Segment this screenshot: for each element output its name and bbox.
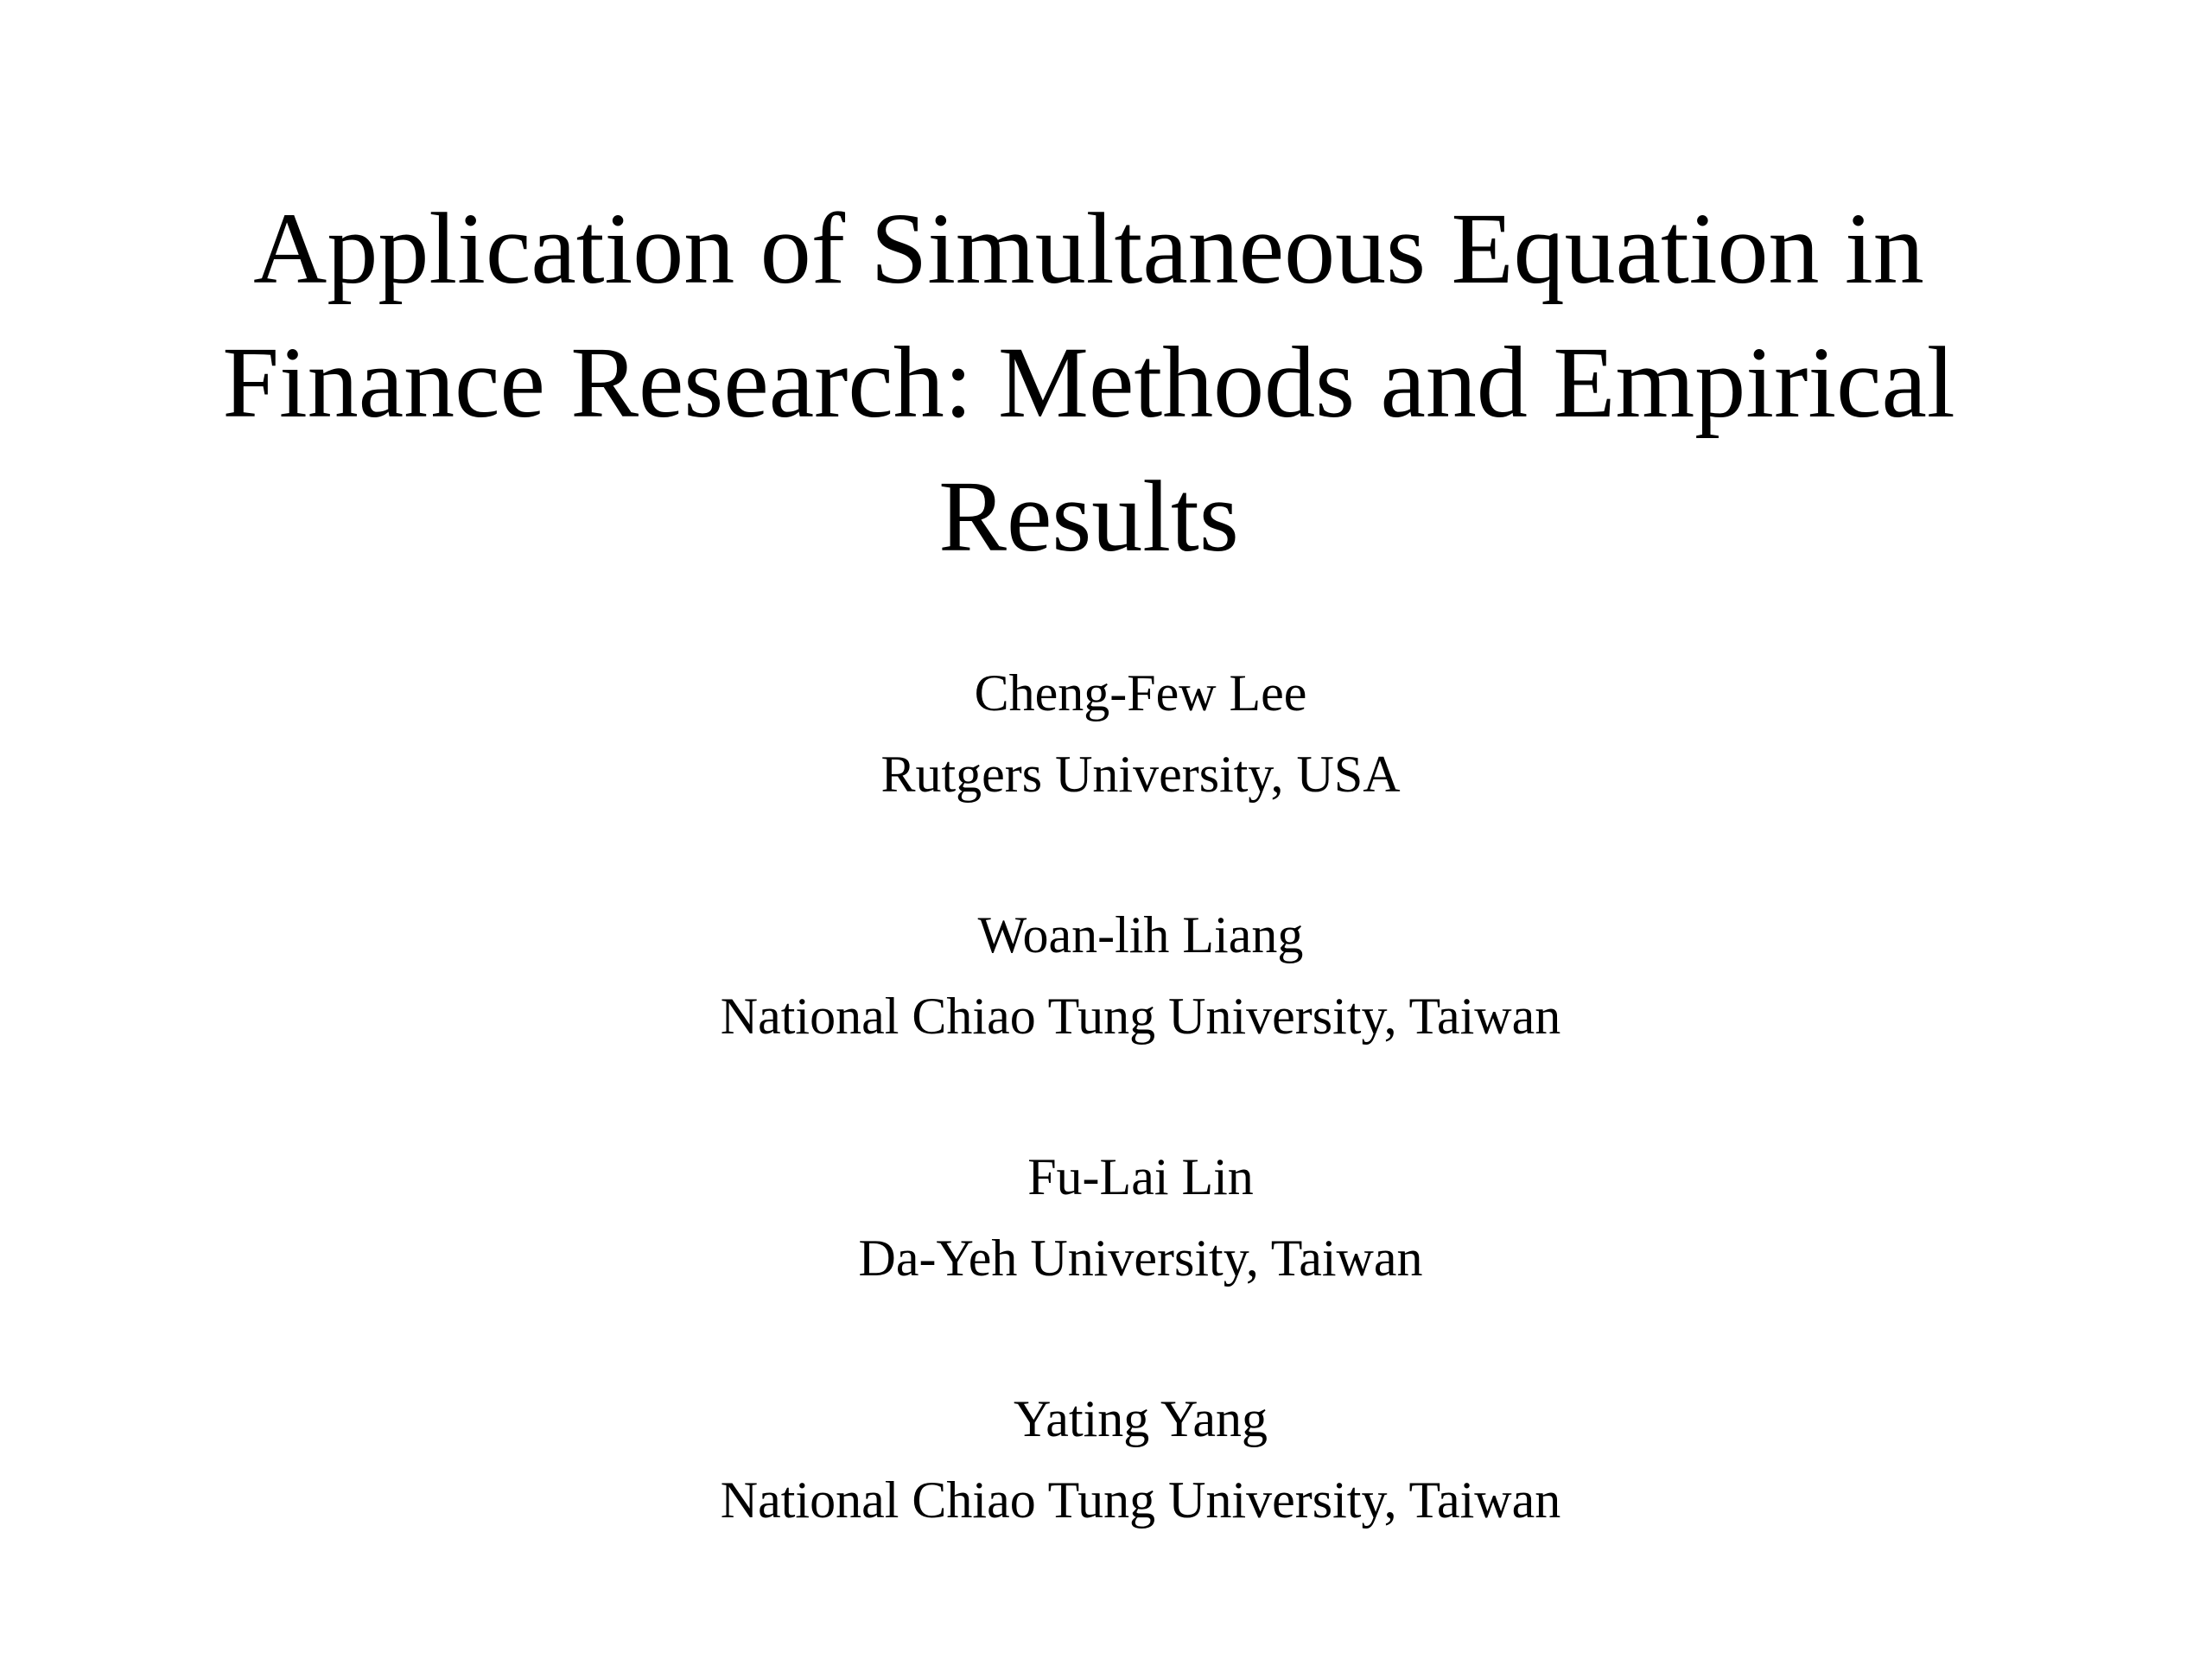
title-line-2: Finance Research: Methods and Empirical [222,326,1955,439]
slide-title [95,181,2082,583]
author-name: Cheng-Few Lee [974,664,1307,721]
title-line-1: Application of Simultaneous Equation in [253,192,1924,305]
author-name: Yating Yang [1013,1390,1268,1447]
author-list [432,652,1849,1620]
author-affiliation: Rutgers University, USA [880,746,1401,803]
title-line-3: Results [938,460,1239,573]
author-affiliation: National Chiao Tung University, Taiwan [720,1471,1561,1529]
author-block-yang [432,1378,1849,1620]
author-affiliation: Da-Yeh University, Taiwan [858,1230,1423,1287]
author-affiliation: National Chiao Tung University, Taiwan [720,988,1561,1045]
author-block-lin [432,1136,1849,1378]
author-name: Woan-lih Liang [977,906,1304,963]
author-name: Fu-Lai Lin [1027,1148,1254,1205]
author-block-lee [432,652,1849,894]
author-block-liang [432,894,1849,1136]
